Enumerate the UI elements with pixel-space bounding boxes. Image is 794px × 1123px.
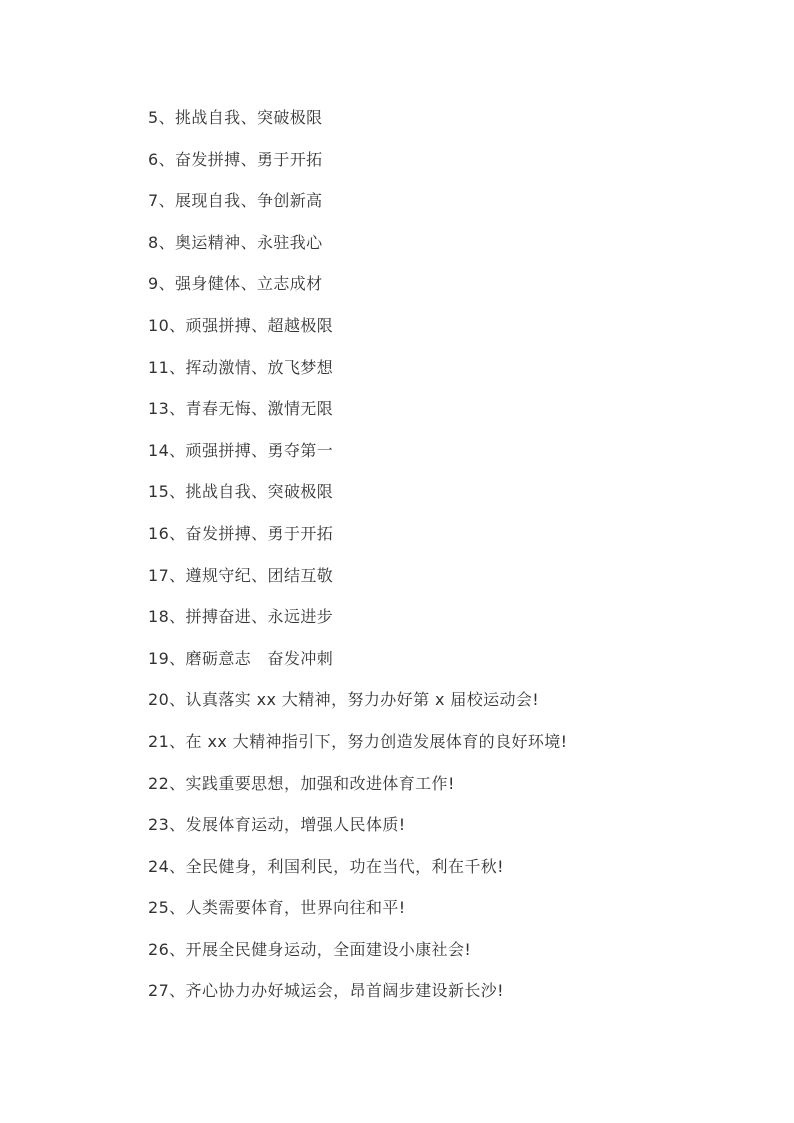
list-item: 23、发展体育运动，增强人民体质! xyxy=(148,815,406,835)
list-item: 17、遵规守纪、团结互敬 xyxy=(148,565,334,585)
list-item: 20、认真落实 xx 大精神，努力办好第 x 届校运动会! xyxy=(148,690,540,710)
list-item: 24、全民健身，利国利民，功在当代，利在千秋! xyxy=(148,856,504,876)
list-item: 22、实践重要思想，加强和改进体育工作! xyxy=(148,773,455,793)
list-item: 10、顽强拼搏、超越极限 xyxy=(148,315,334,335)
list-item: 21、在 xx 大精神指引下，努力创造发展体育的良好环境! xyxy=(148,731,568,751)
list-item: 26、开展全民健身运动，全面建设小康社会! xyxy=(148,939,472,959)
list-item: 16、奋发拼搏、勇于开拓 xyxy=(148,523,334,543)
list-item: 18、拼搏奋进、永远进步 xyxy=(148,607,334,627)
list-item: 9、强身健体、立志成材 xyxy=(148,274,323,294)
list-item: 25、人类需要体育，世界向往和平! xyxy=(148,898,406,918)
slogan-list xyxy=(148,104,748,1019)
list-item: 13、青春无悔、激情无限 xyxy=(148,399,334,419)
list-item: 11、挥动激情、放飞梦想 xyxy=(148,357,334,377)
list-item: 6、奋发拼搏、勇于开拓 xyxy=(148,149,323,169)
list-item: 8、奥运精神、永驻我心 xyxy=(148,232,323,252)
list-item: 19、磨砺意志 奋发冲刺 xyxy=(148,648,334,668)
list-item: 15、挑战自我、突破极限 xyxy=(148,482,334,502)
list-item: 27、齐心协力办好城运会，昂首阔步建设新长沙! xyxy=(148,981,504,1001)
list-item: 7、展现自我、争创新高 xyxy=(148,191,323,211)
list-item: 5、挑战自我、突破极限 xyxy=(148,108,323,127)
list-item: 14、顽强拼搏、勇夺第一 xyxy=(148,440,334,460)
